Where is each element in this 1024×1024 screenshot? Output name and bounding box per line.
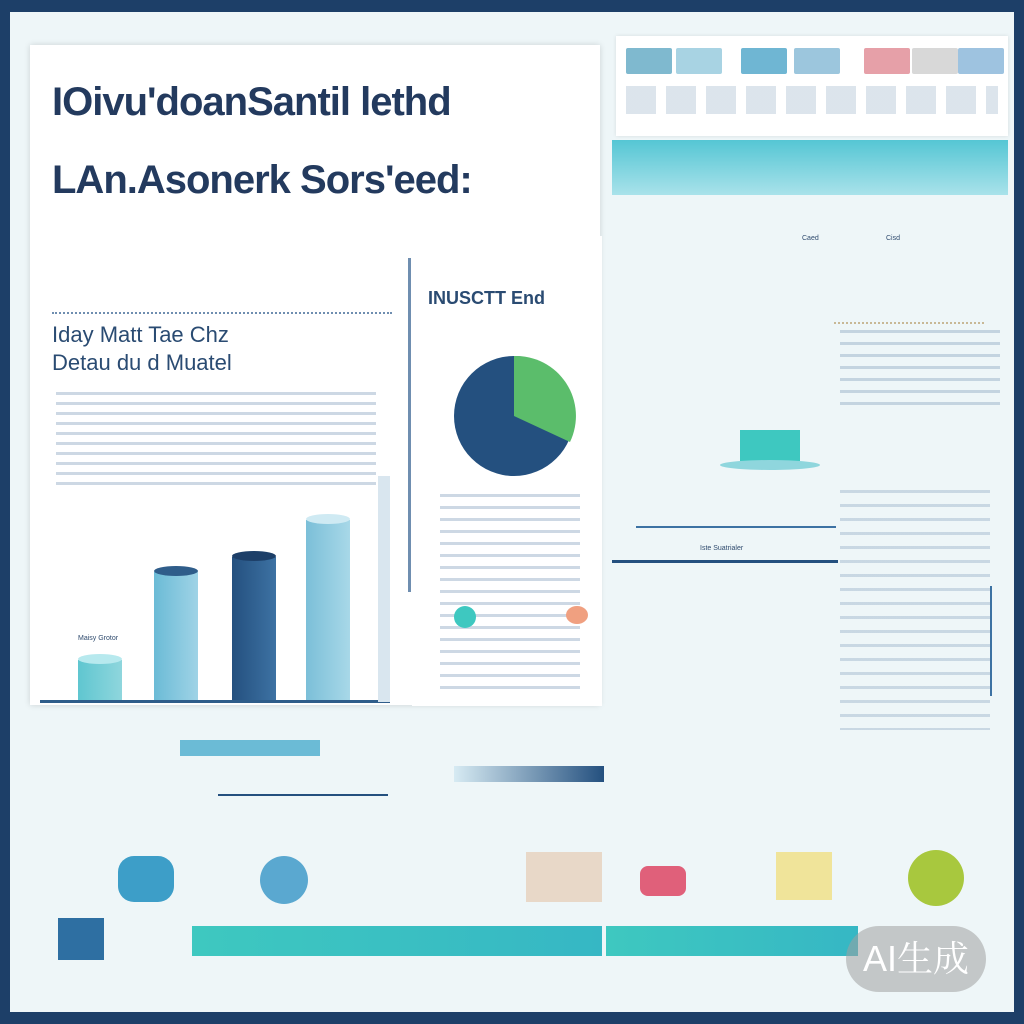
orange-dot-icon [566, 606, 588, 624]
thumbnail-6 [912, 48, 958, 74]
blue-shape-icon [118, 856, 174, 902]
thumbnail-4 [794, 48, 840, 74]
right-divider [834, 322, 984, 324]
body-text-block [56, 392, 376, 492]
right-label-b: Cisd [886, 235, 901, 242]
flow-line-2 [612, 560, 838, 563]
arrow-line [218, 794, 388, 796]
teal-band-left [192, 926, 602, 956]
bar-2 [154, 572, 198, 702]
teal-dot-icon [454, 606, 476, 628]
bar-label: Maisy Grotor [78, 635, 119, 642]
bar-1 [78, 660, 122, 702]
vertical-connector [408, 258, 411, 592]
pie-chart [450, 352, 578, 480]
chart-axis [40, 700, 390, 703]
chart-title-1: Iday Matt Tae Chz [52, 322, 229, 347]
thumbnail-strip [616, 36, 1008, 136]
ai-generated-badge: AI生成 [846, 926, 986, 992]
thumbnail-7 [958, 48, 1004, 74]
bottom-bar-1 [180, 740, 320, 756]
headline-line-1: IOivu'doanSantil lethd [52, 80, 451, 124]
folded-paper-icon [776, 852, 832, 900]
up-arrow-line [990, 586, 992, 696]
blue-box-icon [58, 918, 104, 960]
green-ball-icon [908, 850, 964, 906]
thumbnail-3 [741, 48, 787, 74]
mid-heading: INUSCTT End [428, 288, 545, 308]
pink-box-icon [640, 866, 686, 896]
mid-text-block [440, 494, 580, 694]
chart-title-2: Detau du d Muatel [52, 350, 232, 375]
cube-base [720, 460, 820, 470]
teal-band-right [606, 926, 858, 956]
scroll-track [378, 476, 390, 702]
thumbnail-5 [864, 48, 910, 74]
headline-line-2: LAn.Asonerk Sors'eed: [52, 158, 472, 202]
bar-3 [232, 557, 276, 702]
globe-icon [260, 856, 308, 904]
divider [52, 312, 392, 314]
flow-line-1 [636, 526, 836, 528]
teal-header [612, 140, 1008, 195]
thumbnail-1 [626, 48, 672, 74]
thumbnail-captions [626, 86, 998, 114]
thumbnail-2 [676, 48, 722, 74]
right-text-block-2 [840, 490, 990, 730]
right-label-a: Caed [802, 235, 819, 242]
photo-icon [526, 852, 602, 902]
flow-label: Iste Suatrialer [700, 545, 744, 552]
bottom-bar-2 [454, 766, 604, 782]
right-text-block-1 [840, 330, 1000, 410]
bar-4 [306, 520, 350, 702]
